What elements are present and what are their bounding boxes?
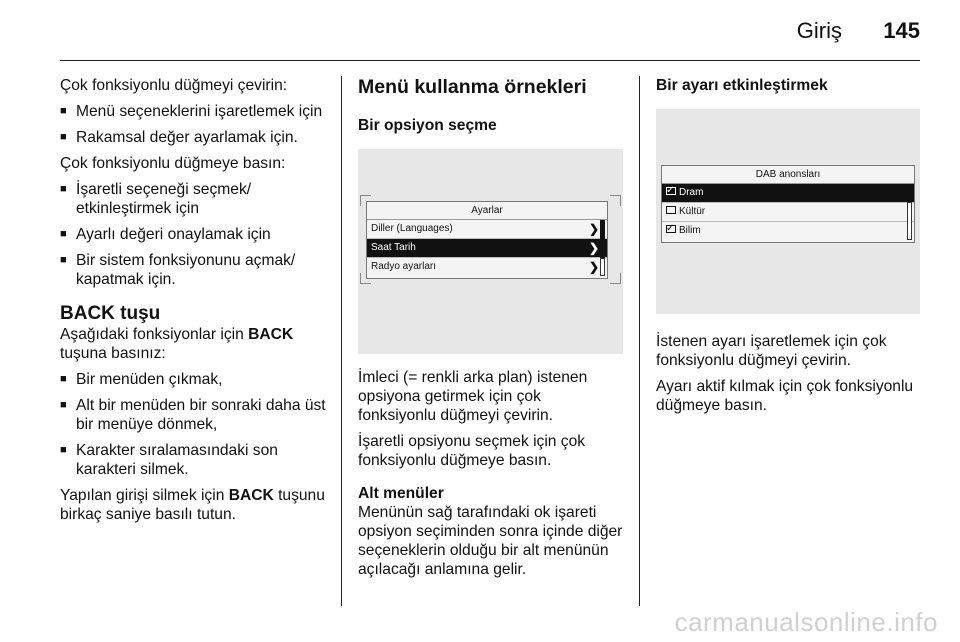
- menu-item-radio-settings: [367, 258, 607, 276]
- hold-note-text: Yapılan girişi silmek için: [60, 487, 229, 504]
- checkbox-checked-icon: [666, 187, 676, 195]
- list-item: ■ Alt bir menüden bir sonraki daha üst bir menüye dönmek,: [60, 396, 330, 434]
- settings-menu-title: Ayarlar: [367, 202, 607, 220]
- left-column: [60, 76, 330, 531]
- dab-item-drama: [662, 184, 914, 203]
- mark-instruction: İstenen ayarı işaretlemek için çok fonksiyonlu düğmeyi çevirin.: [656, 333, 887, 369]
- back-hold-note: [60, 486, 330, 524]
- turn-list: [60, 102, 330, 147]
- scrollbar-track: [907, 202, 912, 240]
- back-heading: BACK tuşu: [60, 303, 161, 324]
- frame-corner: [360, 273, 371, 284]
- back-list: [60, 370, 330, 479]
- menu-item-label: Radyo ayarları: [371, 261, 437, 272]
- section-heading: Menü kullanma örnekleri: [358, 76, 587, 98]
- dab-item-label: Bilim: [679, 225, 701, 236]
- watermark: carmanualsonline.info: [674, 607, 938, 637]
- instruction-turn: Çok fonksiyonlu düğmeyi çevirin:: [60, 77, 288, 94]
- list-item: ■ Bir sistem fonksiyonunu açmak/ kapatmak için.: [60, 251, 330, 289]
- chevron-right-icon: ❯: [588, 241, 599, 255]
- middle-column: [358, 76, 623, 586]
- dab-item-label: Dram: [679, 187, 704, 198]
- submenus-description: Menünün sağ tarafındaki ok işareti opsiyon seçiminden sonra içinde diğer seçeneklerin olduğu bir alt menünün açılacağı anlamına gelir.: [358, 504, 623, 578]
- settings-screen-illustration: [358, 149, 623, 354]
- back-intro-text-end: tuşuna basınız:: [60, 345, 166, 362]
- frame-corner: [360, 195, 371, 206]
- back-key-label-2: BACK: [228, 487, 274, 504]
- cursor-instruction: İmleci (= renkli arka plan) istenen opsiyona getirmek için çok fonksiyonlu düğmeyi çevirin.: [358, 369, 588, 424]
- frame-corner: [610, 273, 621, 284]
- activate-setting-heading: Bir ayarı etkinleştirmek: [656, 77, 828, 94]
- submenus-heading: Alt menüler: [358, 485, 444, 502]
- back-key-label: BACK: [248, 326, 294, 343]
- activate-instruction: Ayarı aktif kılmak için çok fonksiyonlu düğmeye basın.: [656, 378, 914, 414]
- subsection-heading: Bir opsiyon seçme: [358, 117, 497, 134]
- back-intro-text: Aşağıdaki fonksiyonlar için: [60, 326, 249, 343]
- menu-item-label: Saat Tarih: [371, 242, 416, 253]
- list-item: ■ İşaretli seçeneği seçmek/ etkinleştirmek için: [60, 180, 330, 218]
- dab-menu: [661, 165, 915, 243]
- hold-note-text-end: tuşunu birkaç saniye basılı tutun.: [60, 487, 325, 523]
- scrollbar-track: [600, 258, 605, 276]
- settings-menu: [366, 201, 608, 279]
- menu-item-clock-date: [367, 239, 607, 258]
- menu-item-languages: [367, 220, 607, 239]
- select-instruction: İşaretli opsiyonu seçmek için çok fonksiyonlu düğmeye basın.: [358, 433, 586, 469]
- list-item: ■ Rakamsal değer ayarlamak için.: [60, 128, 330, 147]
- chevron-right-icon: ❯: [588, 222, 599, 236]
- chevron-right-icon: ❯: [588, 260, 599, 274]
- dab-item-label: Kültür: [679, 206, 706, 217]
- page-header: [60, 14, 920, 44]
- dab-screen-illustration: [656, 109, 920, 314]
- instruction-press: Çok fonksiyonlu düğmeye basın:: [60, 155, 286, 172]
- scrollbar-thumb: [600, 220, 605, 258]
- press-list: [60, 180, 330, 289]
- scrollbar-thumb: [907, 184, 912, 202]
- page-title: Giriş: [796, 18, 842, 43]
- column-divider-2: [639, 76, 640, 606]
- column-divider-1: [341, 76, 342, 606]
- list-item: ■ Menü seçeneklerini işaretlemek için: [60, 102, 330, 121]
- frame-corner: [610, 195, 621, 206]
- dab-item-science: [662, 222, 914, 240]
- list-item: ■ Ayarlı değeri onaylamak için: [60, 225, 330, 244]
- header-rule: [60, 60, 920, 61]
- checkbox-empty-icon: [666, 206, 676, 214]
- right-column: [656, 76, 921, 422]
- menu-item-label: Diller (Languages): [371, 223, 453, 234]
- dab-menu-title: DAB anonsları: [662, 166, 914, 184]
- list-item: ■ Karakter sıralamasındaki son karakteri silmek.: [60, 441, 330, 479]
- checkbox-checked-icon: [666, 225, 676, 233]
- back-intro: [60, 325, 330, 363]
- page-number: 145: [883, 18, 920, 43]
- list-item: ■ Bir menüden çıkmak,: [60, 370, 330, 389]
- dab-item-culture: [662, 203, 914, 222]
